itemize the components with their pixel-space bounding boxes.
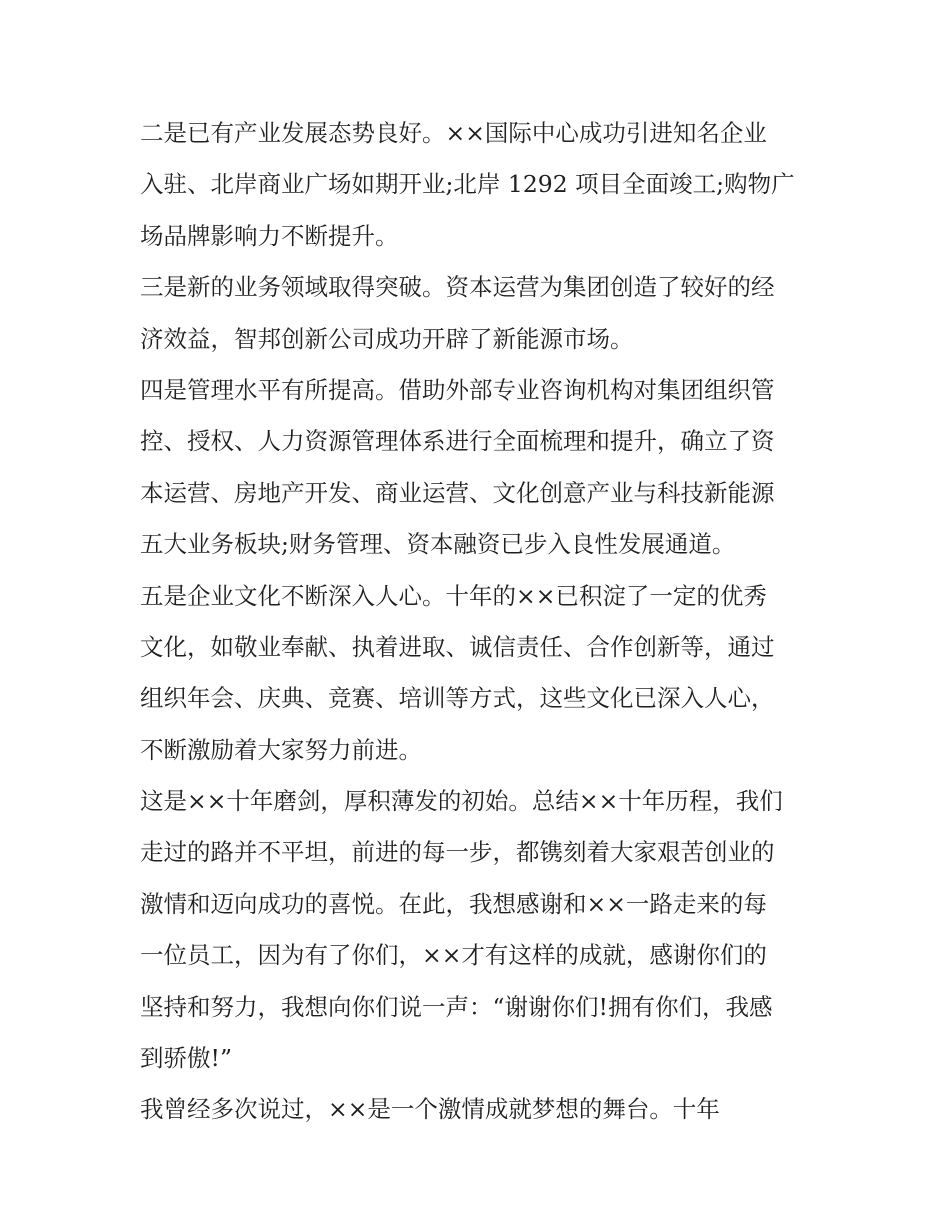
text-line-3: 场品牌影响力不断提升。 [140, 221, 399, 250]
text-line-15: 走过的路并不平坦，前进的每一步，都镌刻着大家艰苦创业的 [140, 838, 775, 867]
text-line-5: 济效益，智邦创新公司成功开辟了新能源市场。 [140, 324, 634, 353]
text-line-20: 我曾经多次说过，××是一个激情成就梦想的舞台。十年 [140, 1095, 720, 1124]
text-line-14: 这是××十年磨剑，厚积薄发的初始。总结××十年历程，我们 [140, 787, 783, 816]
text-line-8: 本运营、房地产开发、商业运营、文化创意产业与科技新能源 [140, 478, 775, 507]
text-line-10: 五是企业文化不断深入人心。十年的××已积淀了一定的优秀 [140, 581, 767, 610]
text-line-6: 四是管理水平有所提高。借助外部专业咨询机构对集团组织管 [140, 375, 775, 404]
text-line-2: 入驻、北岸商业广场如期开业;北岸 1292 项目全面竣工;购物广 [140, 170, 795, 199]
text-line-18: 坚持和努力，我想向你们说一声：“谢谢你们!拥有你们，我感 [140, 992, 773, 1021]
text-line-7: 控、授权、人力资源管理体系进行全面梳理和提升，确立了资 [140, 427, 775, 456]
text-line-11: 文化，如敬业奉献、执着进取、诚信责任、合作创新等，通过 [140, 632, 775, 661]
text-line-9: 五大业务板块;财务管理、资本融资已步入良性发展通道。 [140, 530, 736, 559]
text-line-1: 二是已有产业发展态势良好。××国际中心成功引进知名企业 [140, 119, 767, 147]
text-line-16: 激情和迈向成功的喜悦。在此，我想感谢和××一路走来的每 [140, 889, 767, 918]
text-line-13: 不断激励着大家努力前进。 [140, 735, 422, 764]
text-line-17: 一位员工，因为有了你们，××才有这样的成就，感谢你们的 [140, 941, 767, 970]
text-line-12: 组织年会、庆典、竞赛、培训等方式，这些文化已深入人心， [140, 684, 775, 713]
text-line-19: 到骄傲!” [140, 1044, 232, 1073]
document-body [140, 108, 812, 1136]
text-line-4: 三是新的业务领域取得突破。资本运营为集团创造了较好的经 [140, 273, 775, 302]
